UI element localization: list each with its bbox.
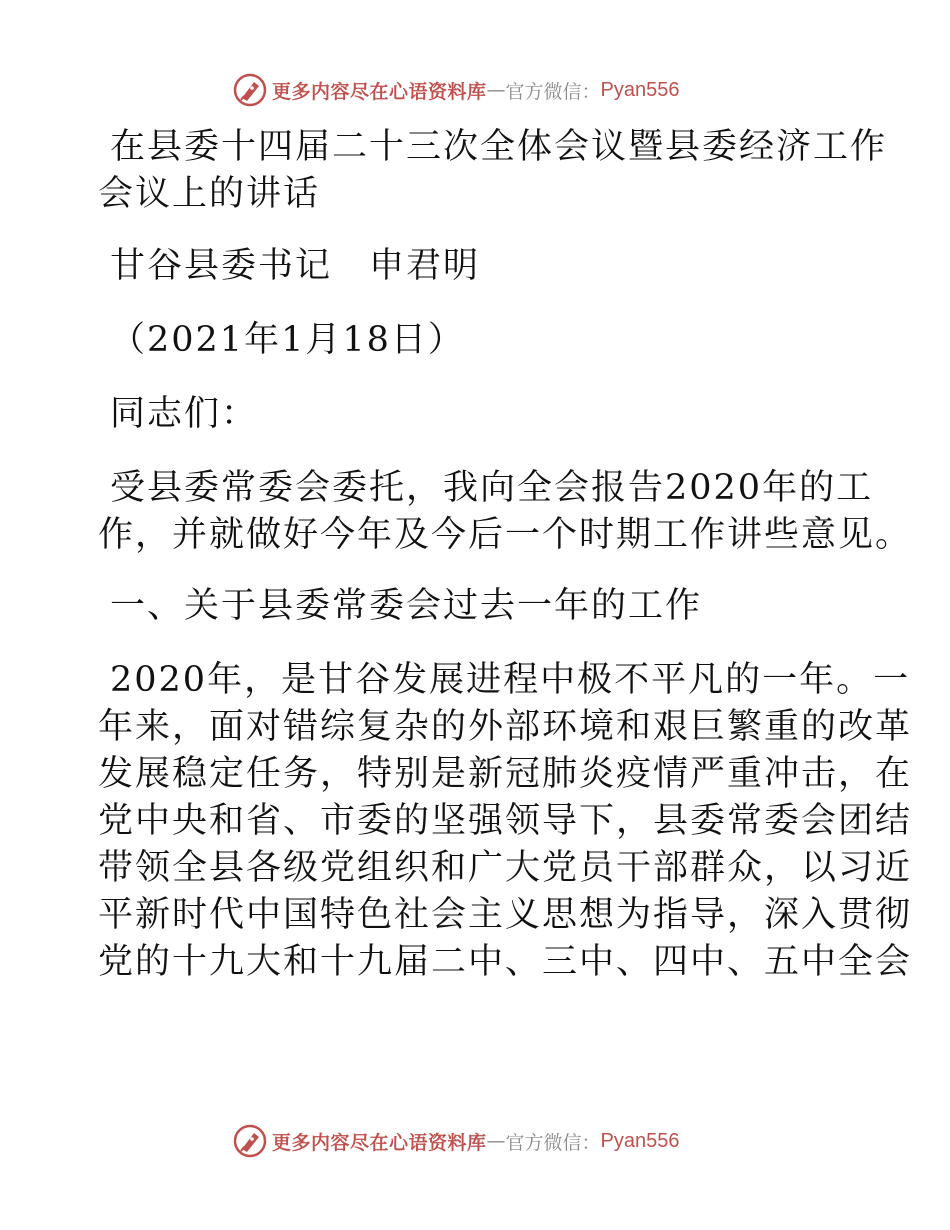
banner-wechat-label: 官方微信：	[505, 1131, 601, 1154]
document-body	[98, 124, 913, 986]
paragraph-line: 年来，面对错综复杂的外部环境和艰巨繁重的改革	[98, 707, 913, 747]
title-line-2: 会议上的讲话	[98, 174, 321, 214]
banner-text: 更多内容尽在心语资料库	[272, 80, 487, 103]
paragraph-line: 发展稳定任务，特别是新冠肺炎疫情严重冲击，在	[98, 754, 913, 794]
section-heading: 一、关于县委常委会过去一年的工作	[110, 586, 703, 626]
pen-nib-logo-icon	[232, 1123, 268, 1159]
title-line-1: 在县委十四届二十三次全体会议暨县委经济工作	[110, 127, 888, 167]
banner-dash: —	[486, 79, 506, 101]
banner-wechat-id: Pyan556	[600, 1129, 680, 1152]
bottom-banner	[232, 1121, 680, 1161]
paragraph-line: 平新时代中国特色社会主义思想为指导，深入贯彻	[98, 895, 913, 935]
paragraph-line: 带领全县各级党组织和广大党员干部群众，以习近	[98, 848, 913, 888]
intro-line-1: 受县委常委会委托，我向全会报告2020年的工	[110, 468, 874, 508]
top-banner	[232, 70, 680, 110]
date-line: （2021年1月18日）	[110, 320, 465, 360]
salutation: 同志们：	[110, 394, 259, 434]
paragraph-line: 2020年，是甘谷发展进程中极不平凡的一年。一	[110, 660, 911, 700]
banner-dash: —	[486, 1130, 506, 1152]
pen-nib-logo-icon	[232, 72, 268, 108]
banner-wechat-id: Pyan556	[600, 78, 680, 101]
author-line: 甘谷县委书记 申君明	[110, 246, 481, 286]
intro-line-2: 作，并就做好今年及今后一个时期工作讲些意见。	[98, 515, 913, 555]
banner-text: 更多内容尽在心语资料库	[272, 1131, 487, 1154]
banner-wechat-label: 官方微信：	[505, 80, 601, 103]
paragraph-line: 党中央和省、市委的坚强领导下，县委常委会团结	[98, 801, 913, 841]
paragraph-line: 党的十九大和十九届二中、三中、四中、五中全会	[98, 942, 913, 982]
